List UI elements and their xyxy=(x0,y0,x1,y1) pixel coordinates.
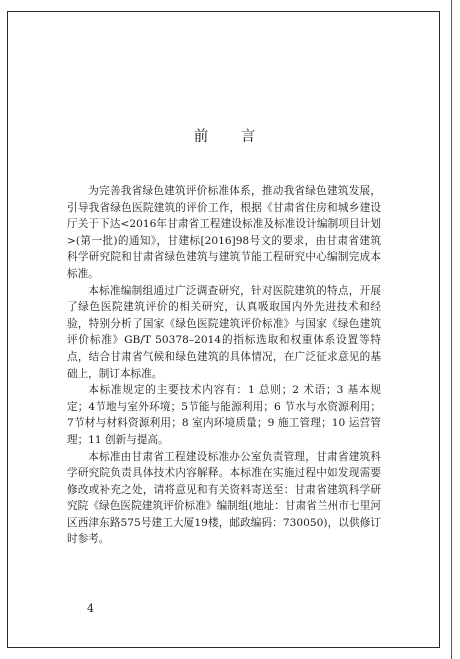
preface-body xyxy=(67,183,381,548)
paragraph-purpose: 为完善我省绿色建筑评价标准体系，推动我省绿色建筑发展，引导我省绿色医院建筑的评价工作，根据《甘肃省住房和城乡建设厅关于下达<2016年甘肃省工程建设标准及标准设计编制项目计划>(第一批)的通知》，甘建标[2016]98号文的要求，由甘肃省建筑科学研究院和甘肃省绿色建筑与建筑节能工程研究中心编制完成本标准。 xyxy=(67,185,381,280)
paragraph-contents: 本标准规定的主要技术内容有：1 总则；2 术语；3 基本规定；4节地与室外环境；5节能与能源利用；6 节水与水资源利用；7节材与材料资源利用；8 室内环境质量；9 施工管理；10 运营管理；11 创新与提高。 xyxy=(67,384,381,446)
page-title: 前 言 xyxy=(193,129,270,145)
paragraph-management: 本标准由甘肃省工程建设标准办公室负责管理，甘肃省建筑科学研究院负责具体技术内容解释。本标准在实施过程中如发现需要修改或补充之处，请将意见和有关资料寄送至：甘肃省建筑科学研究院《绿色医院建筑评价标准》编制组(地址：甘肃省兰州市七里河区西津东路575号建工大厦19楼，邮政编码：730050)，以供修订时参考。 xyxy=(67,450,381,546)
paragraph-research: 本标准编制组通过广泛调查研究，针对医院建筑的特点，开展了绿色医院建筑评价的相关研究，认真吸取国内外先进技术和经验，特别分析了国家《绿色医院建筑评价标准》与国家《绿色建筑评价标准》GB/T 50378–2014的指标选取和权重体系设置等特点，结合甘肃省气候和绿色建筑的具体情况，在广泛征求意见的基础上，制订本标准。 xyxy=(67,284,381,380)
page-frame xyxy=(7,11,440,648)
page-edge-divider xyxy=(451,0,452,659)
page-number: 4 xyxy=(87,602,94,615)
